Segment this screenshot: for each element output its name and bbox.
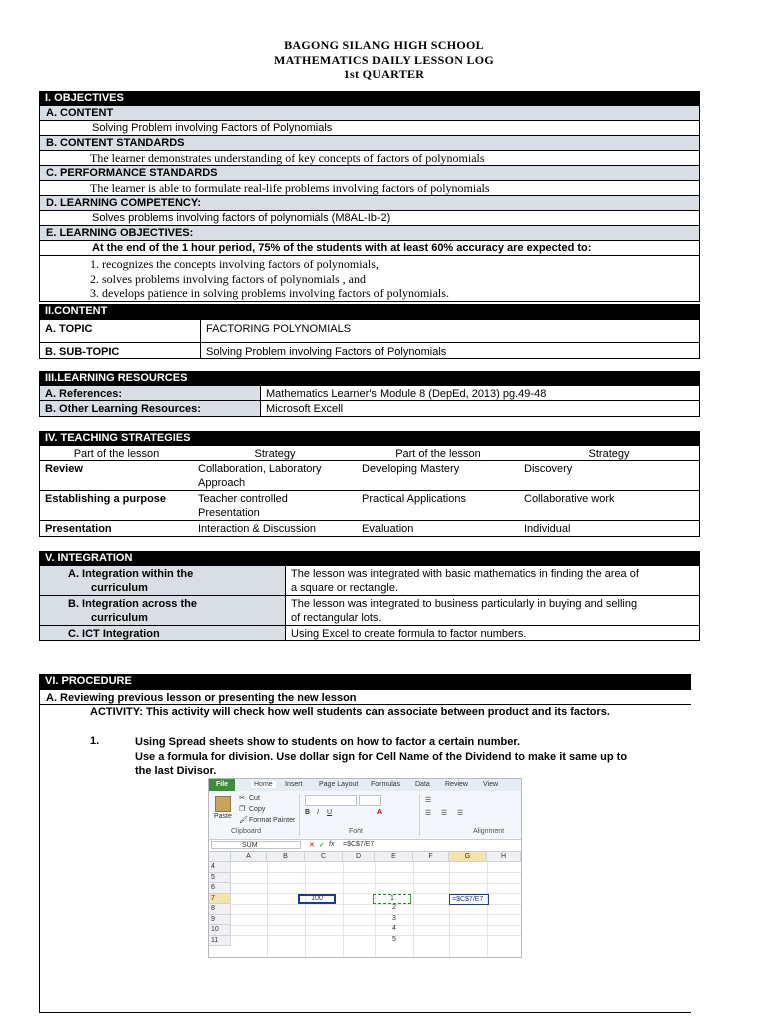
align-left-icon[interactable]: ☰ <box>425 810 432 817</box>
content-text: Solving Problem involving Factors of Polynomials <box>39 121 700 136</box>
grid-line <box>231 872 521 873</box>
strategy-row <box>39 461 700 491</box>
cell-c7[interactable]: 100 <box>298 894 336 904</box>
copy-label[interactable]: Copy <box>249 806 266 813</box>
objective-item: 2. solves problems involving factors of polynomials , and <box>90 271 366 286</box>
corner-cell[interactable] <box>209 852 231 862</box>
font-name-select[interactable] <box>305 795 357 806</box>
text-line: of rectangular lots. <box>291 612 382 624</box>
subtopic-label: B. SUB-TOPIC <box>45 346 120 358</box>
procedure-subheading: A. Reviewing previous lesson or presenting the new lesson <box>39 689 691 705</box>
cell-e8[interactable]: 2 <box>392 904 396 911</box>
col-header[interactable]: E <box>375 852 413 862</box>
bold-icon[interactable]: B <box>305 809 311 816</box>
format-painter-label[interactable]: Format Painter <box>249 817 296 824</box>
strategies-header-row <box>39 446 700 461</box>
activity-text: ACTIVITY: This activity will check how well students can associate between product and its factors. <box>90 706 610 718</box>
row-header[interactable]: 8 <box>209 904 231 915</box>
text-line: The lesson was integrated to business particularly in buying and selling <box>291 598 638 610</box>
col-header[interactable]: D <box>343 852 375 862</box>
formula-input[interactable]: =$C$7/E7 <box>343 841 375 848</box>
quarter: 1st QUARTER <box>343 67 425 81</box>
tab-view[interactable]: View <box>483 781 499 788</box>
other-resources-value: Microsoft Excell <box>260 401 699 416</box>
subtopic-value: Solving Problem involving Factors of Polynomials <box>200 343 699 358</box>
cancel-icon[interactable]: ✕ <box>309 842 315 849</box>
integration-a-label <box>40 566 285 595</box>
step-number: 1. <box>90 735 100 747</box>
topic-value: FACTORING POLYNOMIALS <box>200 320 699 342</box>
row-header[interactable]: 5 <box>209 873 231 884</box>
strategy-part-2: Practical Applications <box>362 493 466 505</box>
col-header[interactable]: C <box>305 852 343 862</box>
integration-c-label: C. ICT Integration <box>40 626 285 640</box>
function-icon[interactable]: fx <box>329 841 335 848</box>
integration-b-text <box>285 596 699 625</box>
strategy-part-2: Developing Mastery <box>362 463 460 475</box>
standards-label: B. CONTENT STANDARDS <box>39 136 700 151</box>
objective-item: 3. develops patience in solving problems involving factors of polynomials. <box>90 286 449 300</box>
strategy-2: Collaborative work <box>524 493 615 505</box>
topic-row <box>39 319 700 343</box>
row-header[interactable]: 6 <box>209 883 231 894</box>
paste-icon[interactable] <box>215 796 231 812</box>
label-line: A. Integration within the <box>68 568 194 580</box>
references-row <box>39 386 700 401</box>
col-header[interactable]: H <box>487 852 521 862</box>
col-part-2: Part of the lesson <box>395 448 481 460</box>
performance-text: The learner is able to formulate real-life problems involving factors of polynomials <box>39 181 700 196</box>
strategy-1-line: Approach <box>198 477 246 489</box>
align-center-icon[interactable]: ☰ <box>441 810 448 817</box>
strategy-1 <box>193 491 357 520</box>
row-header[interactable]: 7 <box>209 894 231 905</box>
resources-section <box>39 371 700 417</box>
step-instructions <box>135 735 627 779</box>
scissors-icon[interactable]: ✂ <box>239 795 245 802</box>
paste-label[interactable]: Paste <box>214 813 232 820</box>
label-line: curriculum <box>91 612 148 624</box>
references-value: Mathematics Learner's Module 8 (DepEd, 2013) pg.49-48 <box>260 386 699 400</box>
grid-line <box>343 862 344 958</box>
step-line: Use a formula for division. Use dollar sign for Cell Name of the Dividend to make it same up to <box>135 750 628 763</box>
integration-a-text <box>285 566 699 595</box>
integration-heading: V. INTEGRATION <box>39 551 700 566</box>
objective-item: 1. recognizes the concepts involving factors of polynomials, <box>90 257 379 271</box>
strategy-1: Interaction & Discussion <box>198 523 316 535</box>
cell-e9[interactable]: 3 <box>392 914 396 922</box>
col-header[interactable]: G <box>449 852 487 862</box>
alignment-group-label: Alignment <box>473 828 505 835</box>
font-color-icon[interactable]: A <box>377 809 383 816</box>
strategy-row <box>39 491 700 521</box>
tab-formulas[interactable]: Formulas <box>371 781 401 788</box>
row-header[interactable]: 4 <box>209 862 231 873</box>
integration-section <box>39 551 700 641</box>
text-line: a square or rectangle. <box>291 582 399 594</box>
school-name: BAGONG SILANG HIGH SCHOOL <box>284 38 484 52</box>
ribbon <box>209 791 521 840</box>
italic-icon[interactable]: I <box>317 809 319 816</box>
col-header[interactable]: A <box>231 852 267 862</box>
tab-home[interactable]: Home <box>251 781 276 788</box>
step-line: the last Divisor. <box>135 765 217 777</box>
log-title: MATHEMATICS DAILY LESSON LOG <box>273 53 495 67</box>
strategies-section <box>39 431 700 537</box>
ribbon-tabs <box>209 779 521 791</box>
grid-line <box>267 862 268 958</box>
enter-icon[interactable]: ✓ <box>319 842 325 849</box>
cell-e10[interactable]: 4 <box>392 925 396 932</box>
procedure-left-border <box>39 705 40 1013</box>
label-line: curriculum <box>91 582 148 594</box>
align-top-icon[interactable]: ☰ <box>425 797 432 804</box>
strategy-part-1: Establishing a purpose <box>45 493 167 505</box>
content-section <box>39 304 700 359</box>
group-divider <box>419 794 420 836</box>
topic-label: A. TOPIC <box>45 323 93 335</box>
strategy-1-line: Teacher controlled <box>198 493 288 505</box>
procedure-heading: VI. PROCEDURE <box>39 674 691 689</box>
step-line: Using Spread sheets show to students on how to factor a certain number. <box>135 736 521 748</box>
strategy-1-line: Collaboration, Laboratory <box>198 463 322 475</box>
row-header[interactable]: 9 <box>209 915 231 926</box>
references-label: A. References: <box>40 386 260 400</box>
copy-icon[interactable]: ❐ <box>239 806 246 813</box>
procedure-section <box>39 674 691 705</box>
subtopic-row <box>39 343 700 359</box>
strategy-2: Individual <box>524 523 571 535</box>
other-resources-row <box>39 401 700 417</box>
integration-row-c <box>39 626 700 641</box>
strategy-1-line: Presentation <box>198 507 260 519</box>
content-heading: II.CONTENT <box>39 304 700 319</box>
col-part-1: Part of the lesson <box>73 448 160 460</box>
resources-heading: III.LEARNING RESOURCES <box>39 371 700 386</box>
integration-row-b <box>39 596 700 626</box>
col-strategy-2: Strategy <box>588 448 630 460</box>
objectives-list <box>39 256 700 302</box>
cell-e11[interactable]: 5 <box>392 935 396 943</box>
strategies-heading: IV. TEACHING STRATEGIES <box>39 431 700 446</box>
tab-insert[interactable]: Insert <box>285 781 303 788</box>
underline-icon[interactable]: U <box>327 809 333 816</box>
competency-text: Solves problems involving factors of polynomials (M8AL-Ib-2) <box>39 211 700 226</box>
label-line: B. Integration across the <box>68 598 197 610</box>
align-right-icon[interactable]: ☰ <box>457 810 464 817</box>
performance-label: C. PERFORMANCE STANDARDS <box>39 166 700 181</box>
cell-g7[interactable]: =$C$7/E7 <box>449 894 489 905</box>
grid-line <box>413 862 414 958</box>
procedure-bottom-border <box>39 1012 691 1013</box>
strategy-part-1: Presentation <box>45 523 112 535</box>
row-header[interactable]: 11 <box>209 936 231 947</box>
formula-bar <box>209 840 521 852</box>
name-box[interactable]: SUM <box>211 841 301 849</box>
strategy-part-1: Review <box>45 463 83 475</box>
content-label: A. CONTENT <box>39 106 700 121</box>
col-strategy-1: Strategy <box>254 448 296 460</box>
format-painter-icon[interactable]: 🖌 <box>239 817 248 824</box>
objectives-heading: I. OBJECTIVES <box>39 91 700 106</box>
group-divider <box>299 794 300 836</box>
cell-e7[interactable]: 1 <box>373 894 411 904</box>
tab-review[interactable]: Review <box>445 781 468 788</box>
tab-page-layout[interactable]: Page Layout <box>319 781 359 788</box>
grid-line <box>449 862 450 958</box>
tab-data[interactable]: Data <box>415 781 430 788</box>
text-line: The lesson was integrated with basic mathematics in finding the area of <box>291 568 639 580</box>
font-group-label: Font <box>349 828 364 835</box>
clipboard-group-label: Clipboard <box>231 828 261 835</box>
strategy-part-2: Evaluation <box>362 523 414 535</box>
integration-b-label <box>40 596 285 625</box>
strategy-2: Discovery <box>524 463 573 475</box>
excel-screenshot <box>208 778 522 958</box>
col-header[interactable]: F <box>413 852 449 862</box>
strategy-row <box>39 521 700 537</box>
integration-c-text: Using Excel to create formula to factor numbers. <box>285 626 699 640</box>
cut-label[interactable]: Cut <box>249 795 260 802</box>
integration-row-a <box>39 566 700 596</box>
learning-label: E. LEARNING OBJECTIVES: <box>39 226 700 241</box>
strategy-1 <box>193 461 357 490</box>
grid-line <box>487 862 488 958</box>
grid-line <box>305 862 306 958</box>
row-header[interactable]: 10 <box>209 925 231 936</box>
competency-label: D. LEARNING COMPETENCY: <box>39 196 700 211</box>
font-size-select[interactable] <box>359 795 381 806</box>
other-resources-label: B. Other Learning Resources: <box>40 401 260 416</box>
objectives-section <box>39 91 700 302</box>
tab-file[interactable]: File <box>209 779 235 791</box>
standards-text: The learner demonstrates understanding of key concepts of factors of polynomials <box>39 151 700 166</box>
grid-line <box>231 883 521 884</box>
col-header[interactable]: B <box>267 852 305 862</box>
learning-intro: At the end of the 1 hour period, 75% of the students with at least 60% accuracy are expected to: <box>39 241 700 256</box>
